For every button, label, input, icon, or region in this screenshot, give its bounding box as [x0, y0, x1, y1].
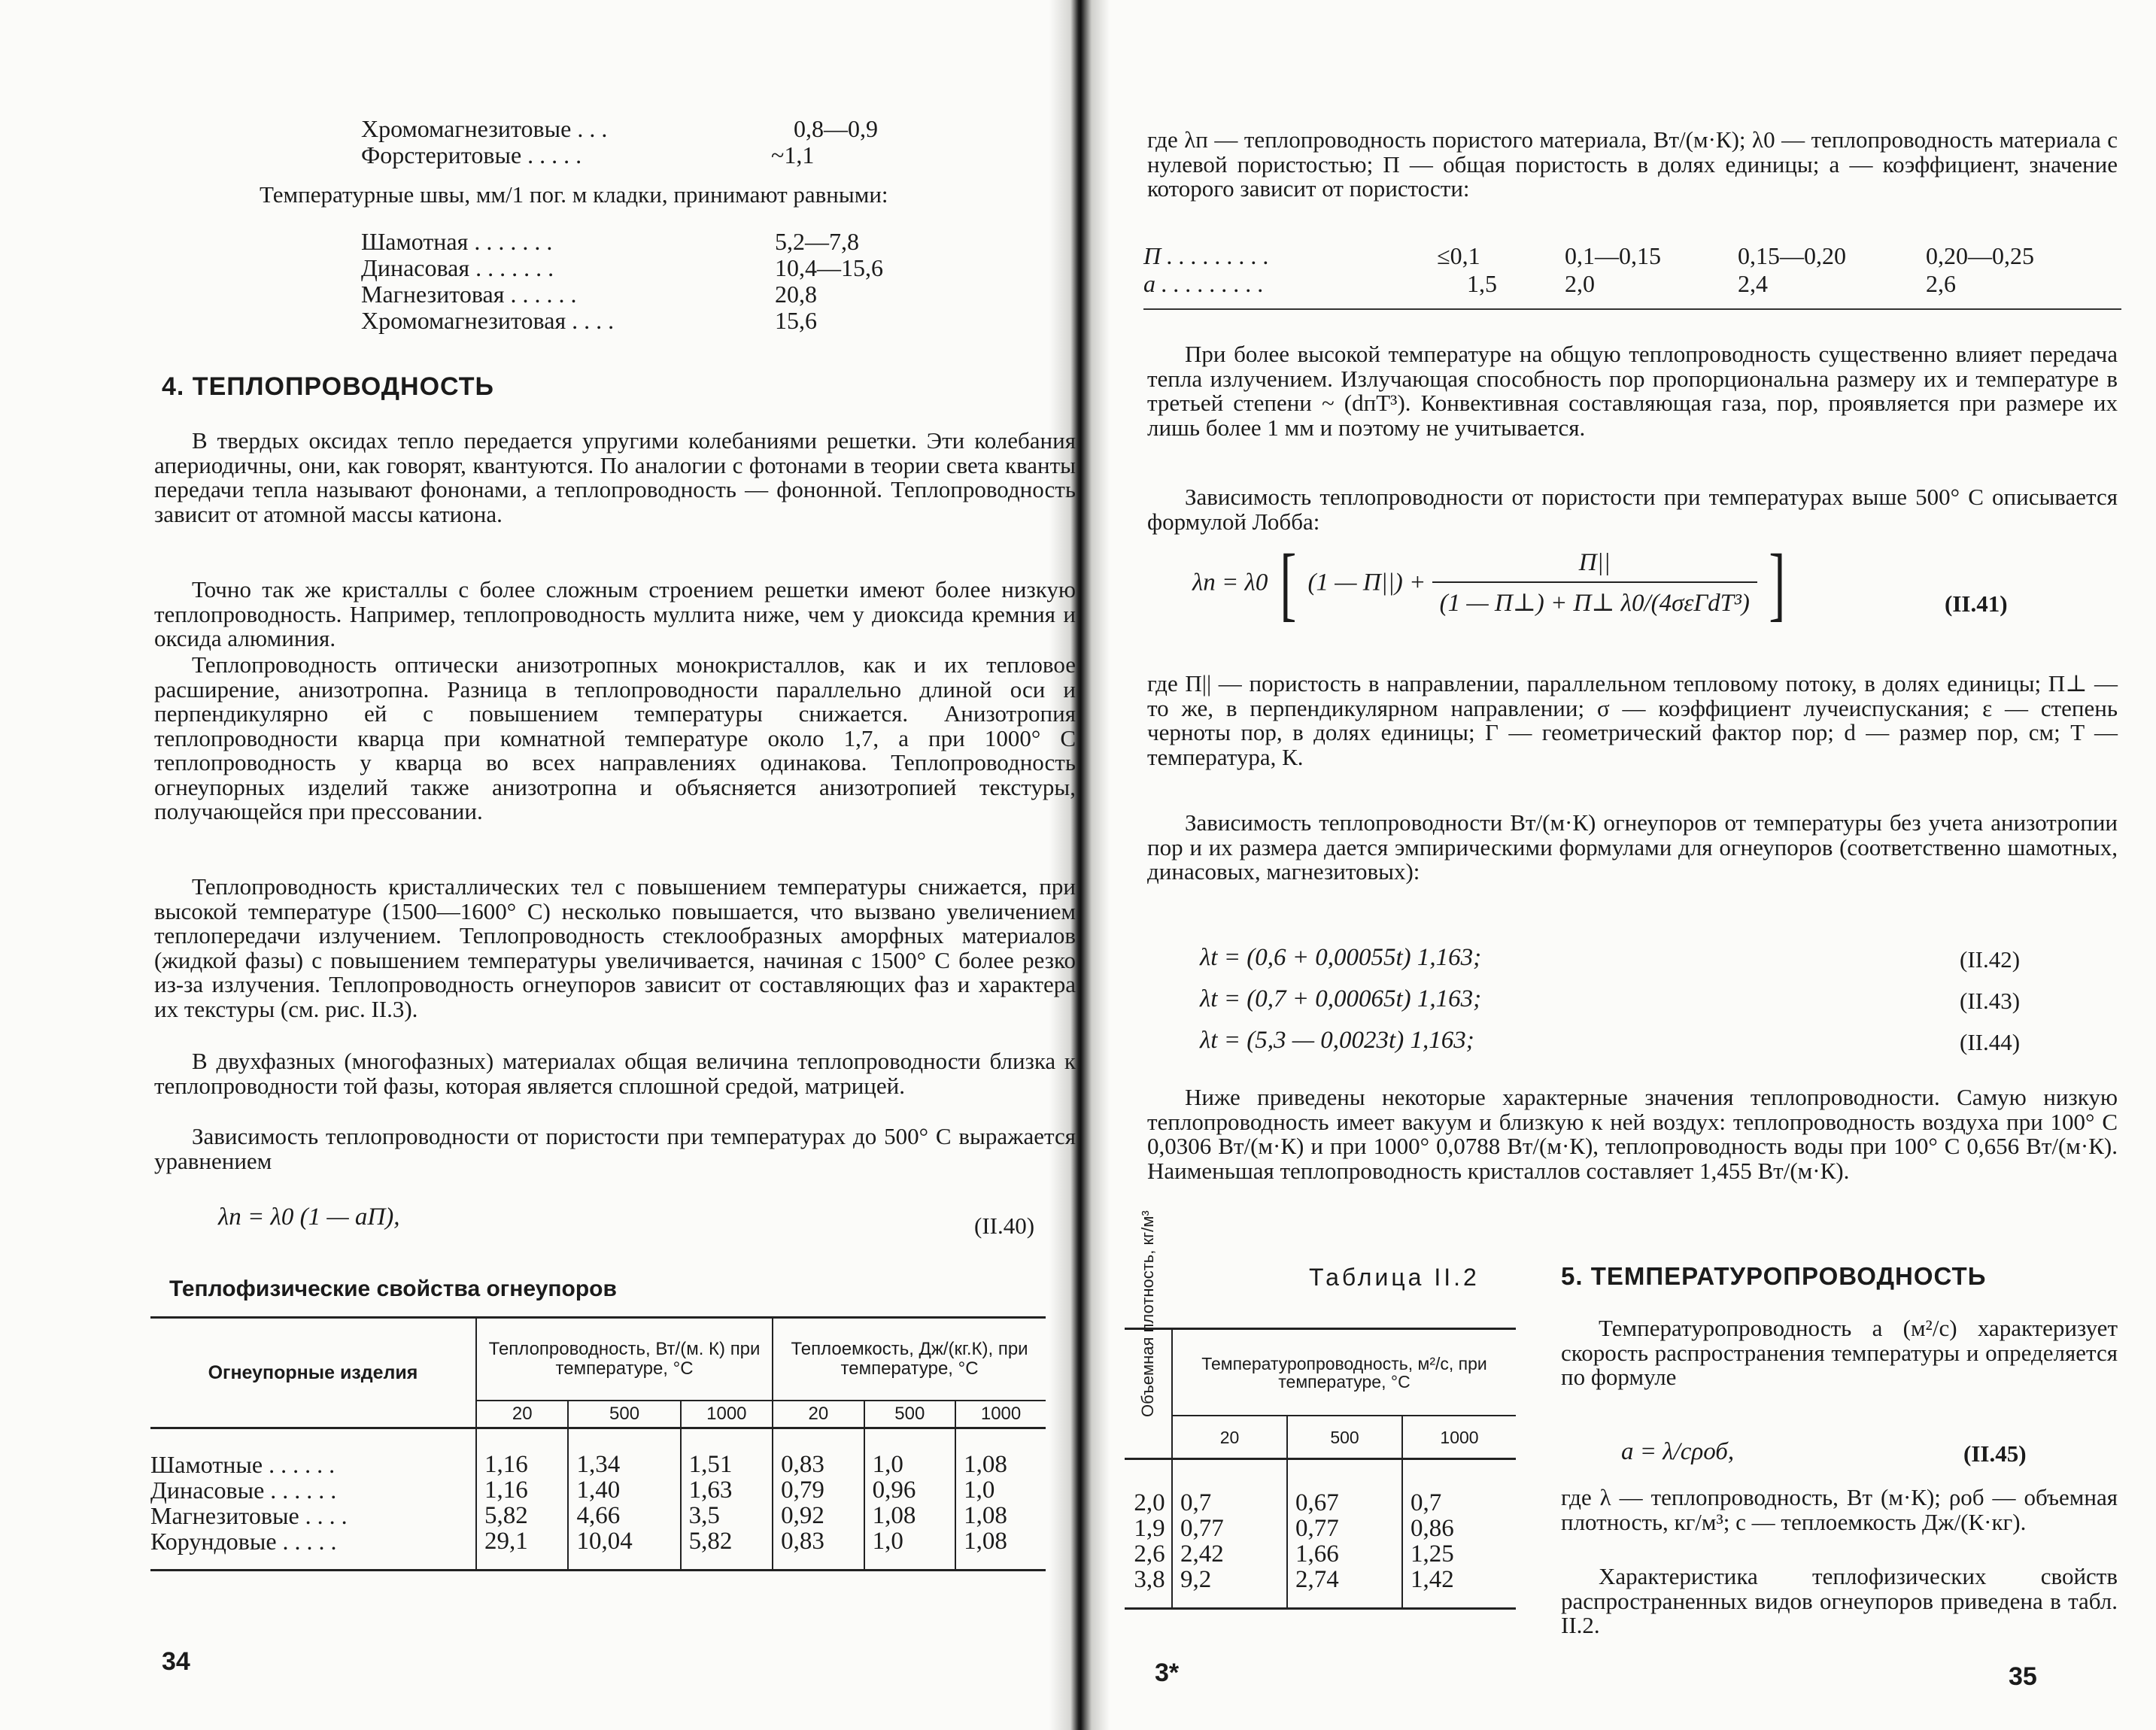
- col-header-density: Объемная плотность, кг/м³: [1138, 1210, 1157, 1417]
- col-header-products: Огнеупорные изделия: [208, 1362, 418, 1383]
- equation-II-44: λt = (5,3 — 0,0023t) 1,163;: [1200, 1027, 1474, 1054]
- paragraph: В двухфазных (многофазных) материалах общая величина теплопроводности близка к теплопроводности той фазы, которая является сплошной средой, матрицей.: [154, 1048, 1076, 1099]
- section-heading: 5. ТЕМПЕРАТУРОПРОВОДНОСТЬ: [1561, 1262, 1987, 1290]
- paragraph: Зависимость теплопроводности от пористости при температурах выше 500° С описывается формулой Лобба:: [1147, 484, 2118, 535]
- table-cell: 1,51 1,63 3,5 5,82: [681, 1428, 773, 1571]
- porosity-coefficient-table: П . . . . . . . . . ≤0,1 0,1—0,15 0,15—0,20 0,20—0,25 a . . . . . . . . . 1,5 2,0 2,4 2,6: [1143, 242, 2034, 297]
- temp-header: 20: [476, 1401, 568, 1428]
- seam-row: Магнезитовая . . . . . . 20,8: [361, 281, 817, 308]
- paragraph: Температуропроводность a (м²/с) характеризует скорость распространения температуры и определяется по формуле: [1561, 1315, 2118, 1390]
- row-forsterite: Форстеритовые . . . . . ~1,1: [361, 141, 815, 168]
- seams-intro: Температурные швы, мм/1 пог. м кладки, принимают равными:: [260, 181, 888, 208]
- paragraph: Характеристика теплофизических свойств распространенных видов огнеупоров приведена в табл. II.2.: [1561, 1563, 2118, 1638]
- temp-header: 1000: [1402, 1416, 1516, 1459]
- paragraph: Точно так же кристаллы с более сложным строением решетки имеют более низкую теплопроводность. Например, теплопроводность муллита ниже, чем у диоксида кремния и оксида алюминия.: [154, 576, 1076, 651]
- table-cell: 1,34 1,40 4,66 10,04: [568, 1428, 680, 1571]
- equation-II-45: a = λ/cρоб,: [1621, 1438, 1735, 1465]
- equation-II-42: λt = (0,6 + 0,00055t) 1,163;: [1200, 944, 1482, 971]
- thermophysical-table: [150, 1316, 1046, 1571]
- paragraph: Зависимость теплопроводности от пористости при температурах до 500° С выражается уравнением: [154, 1123, 1076, 1174]
- equation-number: (II.42): [1960, 946, 2021, 973]
- product-names: Шамотные . . . . . . Динасовые . . . . . . Магнезитовые . . . . Корундовые . . . . .: [150, 1451, 348, 1555]
- page-number: 35: [2009, 1662, 2037, 1691]
- temp-header: 500: [864, 1401, 956, 1428]
- equation-number: (II.45): [1963, 1440, 2027, 1467]
- table-cell: 0,7 0,86 1,25 1,42: [1402, 1459, 1516, 1609]
- seam-row: Хромомагнезитовая . . . . 15,6: [361, 307, 817, 334]
- equation-II-41: λп = λ0 [ (1 — П||) + $\frac{П||}{\text{(1 — П⊥) + П⊥ λ0/(4σεΓdT³)}}$ ]: [1192, 537, 1786, 629]
- signature-mark: 3*: [1155, 1659, 1180, 1687]
- intro-paragraph: где λп — теплопроводность пористого материала, Вт/(м·К); λ0 — теплопроводность материала с нулевой пористостью; П — общая пористость в долях единицы; a — коэффициент, значение которого зависит от пористости:: [1147, 126, 2118, 202]
- table-cell: 1,16 1,16 5,82 29,1: [476, 1428, 568, 1571]
- col-header-capacity: Теплоемкость, Дж/(кг.К), при температуре, °С: [773, 1318, 1046, 1401]
- table-cell: 2,0 1,9 2,6 3,8: [1134, 1489, 1165, 1593]
- table-row: [1125, 1459, 1516, 1609]
- temp-header: 20: [1172, 1416, 1287, 1459]
- paragraph: где П|| — пористость в направлении, параллельном тепловому потоку, в долях единицы; П⊥ — то же, в перпендикулярном направлении; σ — коэффициент лучеиспускания; ε — степень черноты пор, в долях единицы; Г — геометрический фактор пор; d — размер пор, см; T — температура, К.: [1147, 670, 2118, 770]
- section-heading: 4. ТЕПЛОПРОВОДНОСТЬ: [162, 372, 494, 401]
- temp-header: 20: [773, 1401, 864, 1428]
- equation-number: (II.40): [974, 1213, 1035, 1239]
- temp-header: 1000: [955, 1401, 1046, 1428]
- temp-header: 500: [1287, 1416, 1402, 1459]
- paragraph: Теплопроводность оптически анизотропных монокристаллов, как и их тепловое расширение, анизотропна. Разница в теплопроводности параллельно длиной оси и перпендикулярно ей с повышением температуры снижается. Анизотропия теплопроводности кварца при комнатной температуре около 1,7, а при 1000° С теплопроводность у кварца во всех направлениях одинакова. Теплопроводность огнеупорных изделий также анизотропна и объясняется анизотропией текстуры, получающейся при прессовании.: [154, 651, 1076, 824]
- temp-header: 1000: [681, 1401, 773, 1428]
- seam-row: Динасовая . . . . . . . 10,4—15,6: [361, 254, 883, 281]
- row-chromomagnesite: Хромомагнезитовые . . . 0,8—0,9: [361, 115, 878, 142]
- temp-header: 500: [568, 1401, 680, 1428]
- paragraph: где λ — теплопроводность, Вт (м·К); ρоб — объемная плотность, кг/м³; c — теплоемкость Дж/(К·кг).: [1561, 1484, 2118, 1535]
- table-cell: 0,7 0,77 2,42 9,2: [1172, 1459, 1287, 1609]
- table-label: Таблица II.2: [1309, 1264, 1480, 1291]
- paragraph: В твердых оксидах тепло передается упругими колебаниями решетки. Эти колебания апериодичны, они, как говорят, квантуются. По аналогии с фотонами в теории света кванты передачи тепла называют фононами, а теплопроводность — фононной. Теплопроводность зависит от атомной массы катиона.: [154, 427, 1076, 527]
- table-cell: 1,0 0,96 1,08 1,0: [864, 1428, 956, 1571]
- col-header-diffusivity: Температуропроводность, м²/с, при температуре, °С: [1172, 1329, 1516, 1416]
- equation-II-43: λt = (0,7 + 0,00065t) 1,163;: [1200, 985, 1482, 1012]
- divider: [1143, 308, 2121, 310]
- table-cell: 0,83 0,79 0,92 0,83: [773, 1428, 864, 1571]
- col-header-conductivity: Теплопроводность, Вт/(м. К) при температуре, °С: [476, 1318, 773, 1401]
- equation-number: (II.41): [1945, 590, 2008, 617]
- paragraph: Теплопроводность кристаллических тел с повышением температуры снижается, при высокой температуре (1500—1600° С) несколько повышается, что вызвано увеличением теплопередачи излучением. Теплопроводность стеклообразных аморфных материалов (жидкой фазы) с повышением температуры увеличивается, начиная с 1500° С более резко из-за излучения. Теплопроводность огнеупоров зависит от составляющих фаз и характера их текстуры (см. рис. II.3).: [154, 873, 1076, 1022]
- equation-II-40: λп = λ0 (1 — aП),: [218, 1203, 400, 1231]
- seam-row: Шамотная . . . . . . . 5,2—7,8: [361, 228, 859, 255]
- paragraph: Ниже приведены некоторые характерные значения теплопроводности. Самую низкую теплопроводность имеет вакуум и близкую к ней воздух: теплопроводность воздуха при 100° С 0,0306 Вт/(м·К) и при 1000° 0,0788 Вт/(м·К), теплопроводность воды при 100° С 0,656 Вт/(м·К). Наименьшая теплопроводность кристаллов составляет 1,455 Вт/(м·К).: [1147, 1084, 2118, 1184]
- table-caption: Теплофизические свойства огнеупоров: [169, 1276, 617, 1301]
- equation-number: (II.43): [1960, 988, 2021, 1014]
- paragraph: Зависимость теплопроводности Вт/(м·К) огнеупоров от температуры без учета анизотропии пор и их размера дается эмпирическими формулами для огнеупоров (соответственно шамотных, динасовых, магнезитовых):: [1147, 809, 2118, 885]
- page-number: 34: [162, 1647, 190, 1676]
- table-cell: 0,67 0,77 1,66 2,74: [1287, 1459, 1402, 1609]
- table-cell: 1,08 1,0 1,08 1,08: [955, 1428, 1046, 1571]
- equation-number: (II.44): [1960, 1029, 2021, 1055]
- paragraph: При более высокой температуре на общую теплопроводность существенно влияет передача тепла излучением. Излучающая способность пор пропорциональна размеру их и температуре в третьей степени ~ (dпT³). Конвективная составляющая газа, пор, проявляется при размере их лишь более 1 мм и поэтому не учитывается.: [1147, 341, 2118, 441]
- table-row: [150, 1428, 1046, 1571]
